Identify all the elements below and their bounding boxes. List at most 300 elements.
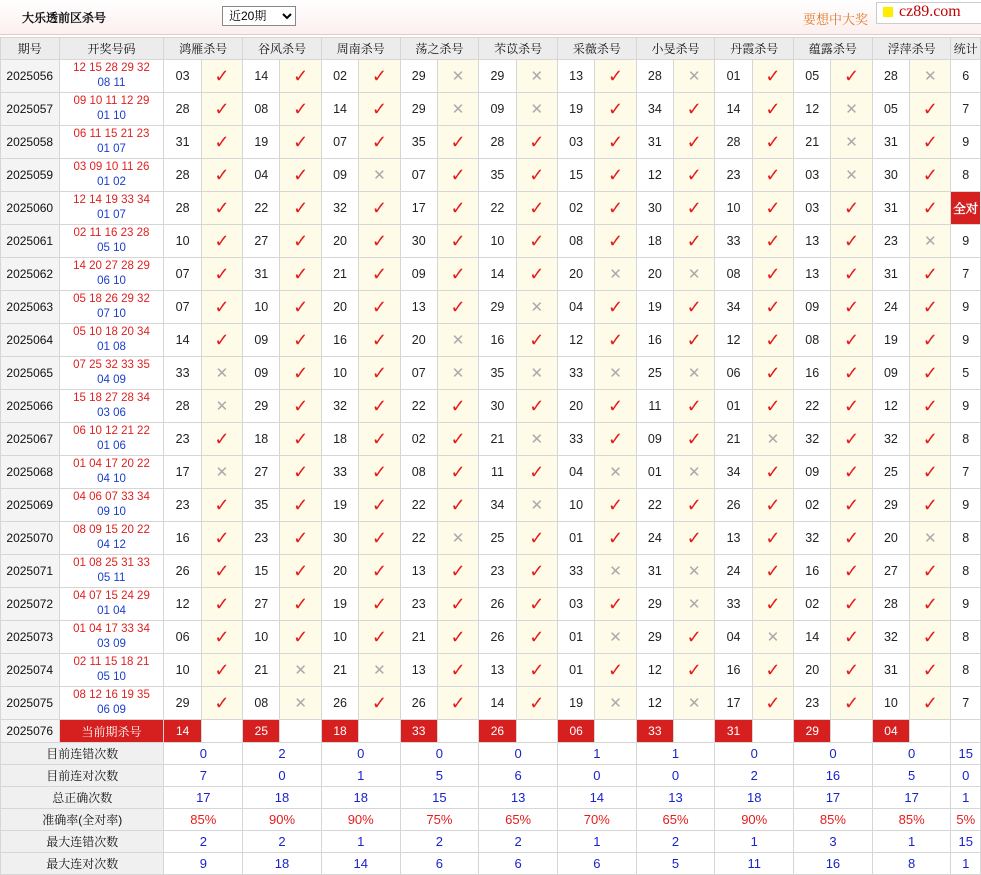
period-select[interactable] bbox=[222, 6, 296, 26]
back-numbers: 01 07 bbox=[97, 143, 126, 155]
check-icon: ✓ bbox=[529, 593, 545, 614]
result-mark bbox=[595, 324, 636, 357]
check-icon: ✓ bbox=[922, 197, 938, 218]
result-mark bbox=[674, 126, 715, 159]
result-mark bbox=[201, 291, 242, 324]
blank-cell bbox=[910, 720, 951, 743]
result-mark bbox=[201, 258, 242, 291]
summary-value: 5 bbox=[872, 765, 951, 787]
check-icon: ✓ bbox=[293, 164, 309, 185]
result-mark bbox=[359, 225, 400, 258]
check-icon: ✓ bbox=[844, 230, 860, 251]
table-row bbox=[1, 555, 981, 588]
row-stat: 9 bbox=[951, 291, 981, 324]
table-row bbox=[1, 588, 981, 621]
current-kill-number: 31 bbox=[715, 720, 752, 743]
row-stat: 7 bbox=[951, 258, 981, 291]
summary-label: 最大连对次数 bbox=[1, 853, 164, 875]
kill-number: 27 bbox=[243, 588, 280, 621]
result-mark bbox=[437, 93, 478, 126]
check-icon: ✓ bbox=[686, 494, 702, 515]
result-mark bbox=[595, 687, 636, 720]
kill-number: 03 bbox=[794, 192, 831, 225]
check-icon: ✓ bbox=[529, 626, 545, 647]
result-mark bbox=[752, 687, 793, 720]
result-mark bbox=[437, 291, 478, 324]
kill-number: 24 bbox=[636, 522, 673, 555]
back-numbers: 08 11 bbox=[97, 77, 126, 89]
cross-icon: ✕ bbox=[373, 662, 386, 679]
front-numbers: 04 06 07 33 34 bbox=[73, 491, 150, 503]
front-numbers: 04 07 15 24 29 bbox=[73, 590, 150, 602]
summary-value: 7 bbox=[164, 765, 243, 787]
kill-number: 09 bbox=[794, 291, 831, 324]
check-icon: ✓ bbox=[844, 626, 860, 647]
result-mark bbox=[674, 588, 715, 621]
check-icon: ✓ bbox=[293, 296, 309, 317]
cross-icon: ✕ bbox=[215, 464, 229, 481]
result-mark bbox=[359, 126, 400, 159]
draw-numbers bbox=[59, 621, 164, 654]
kill-number: 24 bbox=[715, 555, 752, 588]
result-mark bbox=[516, 621, 557, 654]
result-mark bbox=[831, 654, 872, 687]
top-bar bbox=[0, 0, 981, 35]
issue-number: 2025056 bbox=[1, 60, 60, 93]
result-mark bbox=[280, 357, 321, 390]
row-stat: 9 bbox=[951, 225, 981, 258]
promo-link[interactable]: 要想中大奖 bbox=[803, 12, 869, 27]
check-icon: ✓ bbox=[844, 659, 860, 680]
kill-number: 14 bbox=[243, 60, 280, 93]
summary-row bbox=[1, 765, 981, 787]
check-icon: ✓ bbox=[371, 428, 387, 449]
column-header: 采薇杀号 bbox=[557, 38, 636, 60]
result-mark bbox=[674, 60, 715, 93]
result-mark bbox=[437, 654, 478, 687]
kill-number: 03 bbox=[557, 126, 594, 159]
result-mark bbox=[910, 192, 951, 225]
check-icon: ✓ bbox=[844, 197, 860, 218]
result-mark bbox=[595, 93, 636, 126]
check-icon: ✓ bbox=[450, 428, 466, 449]
check-icon: ✓ bbox=[214, 296, 230, 317]
kill-number: 33 bbox=[715, 225, 752, 258]
cross-icon: ✕ bbox=[451, 365, 465, 382]
summary-value: 1 bbox=[872, 831, 951, 853]
front-numbers: 12 14 19 33 34 bbox=[73, 194, 150, 206]
issue-number: 2025057 bbox=[1, 93, 60, 126]
result-mark bbox=[752, 93, 793, 126]
result-mark bbox=[595, 423, 636, 456]
result-mark bbox=[516, 291, 557, 324]
summary-row bbox=[1, 831, 981, 853]
result-mark bbox=[437, 489, 478, 522]
kill-number: 19 bbox=[872, 324, 909, 357]
cross-icon: ✕ bbox=[451, 530, 465, 547]
check-icon: ✓ bbox=[214, 329, 230, 350]
kill-number: 19 bbox=[557, 687, 594, 720]
row-stat: 8 bbox=[951, 159, 981, 192]
check-icon: ✓ bbox=[450, 593, 466, 614]
result-mark bbox=[674, 456, 715, 489]
row-stat: 9 bbox=[951, 324, 981, 357]
column-header: 芣苡杀号 bbox=[479, 38, 558, 60]
check-icon: ✓ bbox=[529, 461, 545, 482]
kill-number: 08 bbox=[400, 456, 437, 489]
back-numbers: 04 09 bbox=[97, 374, 126, 386]
current-kill-number: 33 bbox=[400, 720, 437, 743]
check-icon: ✓ bbox=[607, 197, 624, 218]
back-numbers: 05 11 bbox=[97, 572, 126, 584]
back-numbers: 06 09 bbox=[97, 704, 126, 716]
result-mark bbox=[910, 258, 951, 291]
result-mark bbox=[674, 258, 715, 291]
issue-number: 2025069 bbox=[1, 489, 60, 522]
back-numbers: 04 10 bbox=[97, 473, 126, 485]
summary-label: 总正确次数 bbox=[1, 787, 164, 809]
kill-number: 01 bbox=[715, 60, 752, 93]
kill-number: 10 bbox=[872, 687, 909, 720]
result-mark bbox=[752, 192, 793, 225]
back-numbers: 01 06 bbox=[97, 440, 126, 452]
table-row bbox=[1, 687, 981, 720]
check-icon: ✓ bbox=[922, 626, 938, 647]
result-mark bbox=[437, 522, 478, 555]
cross-icon: ✕ bbox=[530, 68, 544, 85]
summary-value: 3 bbox=[794, 831, 873, 853]
table-row bbox=[1, 522, 981, 555]
result-mark bbox=[516, 522, 557, 555]
kill-number: 03 bbox=[164, 60, 201, 93]
draw-numbers bbox=[59, 324, 164, 357]
check-icon: ✓ bbox=[214, 593, 230, 614]
front-numbers: 08 12 16 19 35 bbox=[73, 689, 150, 701]
result-mark bbox=[201, 324, 242, 357]
table-body bbox=[1, 60, 981, 875]
table-row bbox=[1, 291, 981, 324]
check-icon: ✓ bbox=[214, 626, 230, 647]
back-numbers: 01 07 bbox=[97, 209, 126, 221]
table-row bbox=[1, 489, 981, 522]
result-mark bbox=[595, 258, 636, 291]
result-mark bbox=[595, 654, 636, 687]
front-numbers: 02 11 16 23 28 bbox=[73, 227, 150, 239]
check-icon: ✓ bbox=[922, 395, 938, 416]
check-icon: ✓ bbox=[686, 230, 702, 251]
check-icon: ✓ bbox=[450, 164, 466, 185]
kill-number: 29 bbox=[243, 390, 280, 423]
front-numbers: 03 09 10 11 26 bbox=[73, 161, 150, 173]
kill-number: 23 bbox=[400, 588, 437, 621]
result-mark bbox=[359, 357, 400, 390]
check-icon: ✓ bbox=[371, 362, 387, 383]
result-mark bbox=[437, 126, 478, 159]
summary-stat: 1 bbox=[951, 853, 981, 875]
check-icon: ✓ bbox=[844, 527, 860, 548]
kill-number: 33 bbox=[164, 357, 201, 390]
draw-numbers bbox=[59, 159, 164, 192]
check-icon: ✓ bbox=[293, 494, 309, 515]
summary-value: 14 bbox=[321, 853, 400, 875]
current-kill-number: 14 bbox=[164, 720, 201, 743]
kill-number: 19 bbox=[636, 291, 673, 324]
result-mark bbox=[752, 225, 793, 258]
kill-number: 31 bbox=[872, 126, 909, 159]
result-mark bbox=[595, 489, 636, 522]
kill-number: 21 bbox=[715, 423, 752, 456]
check-icon: ✓ bbox=[529, 131, 545, 152]
check-icon: ✓ bbox=[686, 626, 702, 647]
result-mark bbox=[201, 357, 242, 390]
kill-number: 13 bbox=[715, 522, 752, 555]
result-mark bbox=[595, 621, 636, 654]
front-numbers: 01 04 17 20 22 bbox=[73, 458, 150, 470]
kill-number-table bbox=[0, 37, 981, 875]
check-icon: ✓ bbox=[844, 263, 860, 284]
kill-number: 09 bbox=[243, 357, 280, 390]
check-icon: ✓ bbox=[450, 692, 466, 713]
check-icon: ✓ bbox=[450, 395, 466, 416]
check-icon: ✓ bbox=[371, 527, 387, 548]
kill-number: 11 bbox=[636, 390, 673, 423]
kill-number: 04 bbox=[557, 291, 594, 324]
result-mark bbox=[437, 60, 478, 93]
check-icon: ✓ bbox=[450, 494, 466, 515]
table-row bbox=[1, 621, 981, 654]
kill-number: 33 bbox=[557, 555, 594, 588]
result-mark bbox=[437, 324, 478, 357]
current-kill-row bbox=[1, 720, 981, 743]
kill-number: 10 bbox=[243, 291, 280, 324]
check-icon: ✓ bbox=[450, 197, 466, 218]
check-icon: ✓ bbox=[844, 461, 860, 482]
back-numbers: 01 08 bbox=[97, 341, 126, 353]
check-icon: ✓ bbox=[922, 131, 938, 152]
result-mark bbox=[201, 621, 242, 654]
summary-value: 0 bbox=[400, 743, 479, 765]
check-icon: ✓ bbox=[686, 98, 702, 119]
check-icon: ✓ bbox=[922, 98, 938, 119]
check-icon: ✓ bbox=[214, 197, 230, 218]
column-header: 蕴露杀号 bbox=[794, 38, 873, 60]
result-mark bbox=[595, 357, 636, 390]
kill-number: 31 bbox=[164, 126, 201, 159]
result-mark bbox=[831, 555, 872, 588]
kill-number: 14 bbox=[321, 93, 358, 126]
table-row bbox=[1, 60, 981, 93]
result-mark bbox=[595, 159, 636, 192]
row-stat: 7 bbox=[951, 687, 981, 720]
kill-number: 07 bbox=[164, 258, 201, 291]
kill-number: 13 bbox=[400, 654, 437, 687]
check-icon: ✓ bbox=[844, 494, 860, 515]
result-mark bbox=[674, 159, 715, 192]
result-mark bbox=[359, 489, 400, 522]
check-icon: ✓ bbox=[686, 395, 702, 416]
check-icon: ✓ bbox=[371, 461, 387, 482]
result-mark bbox=[674, 390, 715, 423]
check-icon: ✓ bbox=[765, 527, 781, 548]
result-mark bbox=[359, 588, 400, 621]
kill-number: 28 bbox=[164, 93, 201, 126]
check-icon: ✓ bbox=[214, 98, 230, 119]
kill-number: 13 bbox=[557, 60, 594, 93]
result-mark bbox=[359, 93, 400, 126]
result-mark bbox=[910, 390, 951, 423]
result-mark bbox=[280, 654, 321, 687]
cross-icon: ✕ bbox=[845, 167, 858, 184]
result-mark bbox=[831, 159, 872, 192]
issue-number: 2025067 bbox=[1, 423, 60, 456]
kill-number: 09 bbox=[321, 159, 358, 192]
draw-numbers bbox=[59, 291, 164, 324]
back-numbers: 05 10 bbox=[97, 242, 126, 254]
check-icon: ✓ bbox=[765, 329, 781, 350]
check-icon: ✓ bbox=[214, 131, 230, 152]
check-icon: ✓ bbox=[214, 494, 230, 515]
result-mark bbox=[674, 93, 715, 126]
kill-number: 14 bbox=[715, 93, 752, 126]
cross-icon: ✕ bbox=[294, 695, 307, 712]
check-icon: ✓ bbox=[844, 329, 860, 350]
front-numbers: 01 08 25 31 33 bbox=[73, 557, 150, 569]
cross-icon: ✕ bbox=[924, 68, 937, 85]
kill-number: 12 bbox=[164, 588, 201, 621]
kill-number: 01 bbox=[636, 456, 673, 489]
result-mark bbox=[595, 522, 636, 555]
site-logo[interactable] bbox=[876, 2, 981, 24]
kill-number: 26 bbox=[400, 687, 437, 720]
check-icon: ✓ bbox=[371, 593, 387, 614]
check-icon: ✓ bbox=[529, 395, 545, 416]
summary-value: 65% bbox=[636, 809, 715, 831]
column-header: 小旻杀号 bbox=[636, 38, 715, 60]
check-icon: ✓ bbox=[371, 230, 387, 251]
check-icon: ✓ bbox=[922, 362, 938, 383]
column-header: 鸿雁杀号 bbox=[164, 38, 243, 60]
kill-number: 04 bbox=[715, 621, 752, 654]
check-icon: ✓ bbox=[922, 164, 938, 185]
check-icon: ✓ bbox=[371, 494, 387, 515]
kill-number: 22 bbox=[400, 489, 437, 522]
result-mark bbox=[910, 555, 951, 588]
summary-row bbox=[1, 809, 981, 831]
logo-square-icon bbox=[883, 7, 893, 17]
row-stat: 9 bbox=[951, 126, 981, 159]
front-numbers: 07 25 32 33 35 bbox=[73, 359, 150, 371]
result-mark bbox=[201, 522, 242, 555]
kill-number: 16 bbox=[794, 555, 831, 588]
check-icon: ✓ bbox=[450, 230, 466, 251]
kill-number: 12 bbox=[636, 654, 673, 687]
kill-number: 03 bbox=[557, 588, 594, 621]
kill-number: 09 bbox=[400, 258, 437, 291]
result-mark bbox=[831, 423, 872, 456]
check-icon: ✓ bbox=[765, 164, 781, 185]
kill-number: 13 bbox=[400, 555, 437, 588]
cross-icon: ✕ bbox=[609, 695, 622, 712]
kill-number: 23 bbox=[243, 522, 280, 555]
result-mark bbox=[359, 621, 400, 654]
result-mark bbox=[359, 423, 400, 456]
result-mark bbox=[359, 390, 400, 423]
row-stat: 8 bbox=[951, 621, 981, 654]
kill-number: 08 bbox=[243, 687, 280, 720]
kill-number: 26 bbox=[164, 555, 201, 588]
kill-number: 32 bbox=[321, 390, 358, 423]
summary-value: 1 bbox=[321, 831, 400, 853]
kill-number: 08 bbox=[243, 93, 280, 126]
kill-number: 26 bbox=[321, 687, 358, 720]
kill-number: 18 bbox=[321, 423, 358, 456]
kill-number: 03 bbox=[794, 159, 831, 192]
check-icon: ✓ bbox=[371, 197, 387, 218]
result-mark bbox=[595, 588, 636, 621]
current-kill-number: 06 bbox=[557, 720, 594, 743]
result-mark bbox=[910, 489, 951, 522]
kill-number: 01 bbox=[557, 654, 594, 687]
check-icon: ✓ bbox=[607, 98, 624, 119]
check-icon: ✓ bbox=[293, 461, 309, 482]
table-row bbox=[1, 324, 981, 357]
kill-number: 27 bbox=[243, 456, 280, 489]
result-mark bbox=[437, 192, 478, 225]
back-numbers: 01 02 bbox=[97, 176, 126, 188]
result-mark bbox=[910, 456, 951, 489]
summary-stat: 5% bbox=[951, 809, 981, 831]
kill-number: 10 bbox=[715, 192, 752, 225]
column-header: 统计 bbox=[951, 38, 981, 60]
summary-value: 14 bbox=[557, 787, 636, 809]
kill-number: 15 bbox=[243, 555, 280, 588]
kill-number: 22 bbox=[636, 489, 673, 522]
kill-number: 01 bbox=[557, 522, 594, 555]
result-mark bbox=[437, 159, 478, 192]
row-stat: 9 bbox=[951, 489, 981, 522]
check-icon: ✓ bbox=[844, 296, 860, 317]
draw-numbers bbox=[59, 357, 164, 390]
kill-number: 06 bbox=[715, 357, 752, 390]
summary-value: 1 bbox=[557, 743, 636, 765]
kill-number: 32 bbox=[794, 423, 831, 456]
cross-icon: ✕ bbox=[451, 332, 465, 349]
result-mark bbox=[437, 687, 478, 720]
result-mark bbox=[359, 555, 400, 588]
current-kill-number: 25 bbox=[243, 720, 280, 743]
kill-number: 19 bbox=[243, 126, 280, 159]
current-kill-label: 当前期杀号 bbox=[59, 720, 164, 743]
check-icon: ✓ bbox=[529, 560, 545, 581]
cross-icon: ✕ bbox=[687, 68, 701, 85]
kill-number: 20 bbox=[321, 291, 358, 324]
result-mark bbox=[201, 390, 242, 423]
check-icon: ✓ bbox=[922, 692, 938, 713]
draw-numbers bbox=[59, 489, 164, 522]
row-stat: 7 bbox=[951, 93, 981, 126]
kill-number: 21 bbox=[243, 654, 280, 687]
kill-number: 29 bbox=[400, 60, 437, 93]
front-numbers: 12 15 28 29 32 bbox=[73, 62, 150, 74]
result-mark bbox=[674, 291, 715, 324]
kill-number: 02 bbox=[794, 588, 831, 621]
kill-number: 28 bbox=[164, 159, 201, 192]
result-mark bbox=[516, 456, 557, 489]
table-header bbox=[1, 38, 981, 60]
result-mark bbox=[674, 522, 715, 555]
table-row bbox=[1, 192, 981, 225]
kill-number: 21 bbox=[321, 654, 358, 687]
